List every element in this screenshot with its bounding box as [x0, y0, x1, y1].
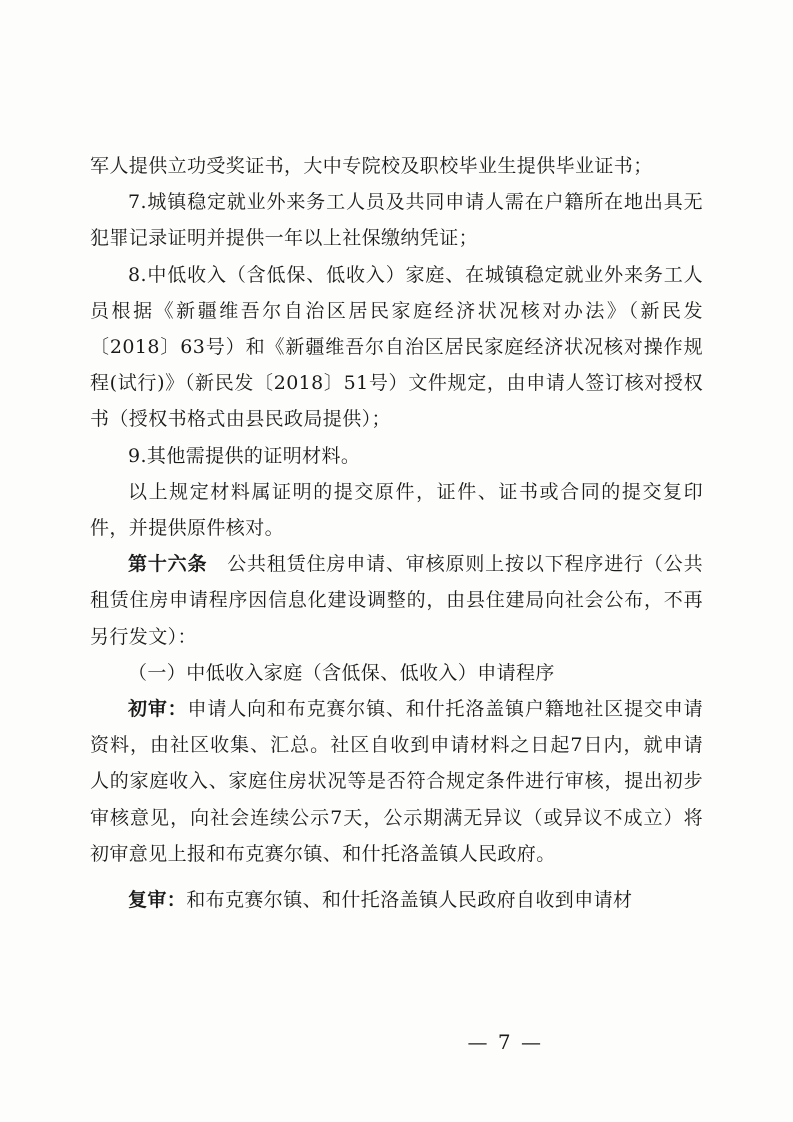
page-number: — 7 —	[467, 1030, 543, 1054]
section-heading-low-income: （一）中低收入家庭（含低保、低收入）申请程序	[128, 661, 555, 684]
paragraph-continuation: 军人提供立功受奖证书，大中专院校及职校毕业生提供毕业证书；	[90, 155, 653, 177]
article-16	[90, 546, 703, 655]
paragraph-initial-review	[90, 691, 703, 872]
paragraph-second-review	[90, 882, 703, 918]
article-16-text: 公共租赁住房申请、审核原则上按以下程序进行（公共租赁住房申请程序因信息化建设调整的，由县住建局向社会公布，不再另行发文）：	[90, 553, 703, 648]
paragraph-item-9: 9.其他需提供的证明材料。	[128, 444, 361, 467]
document-body	[90, 148, 703, 918]
initial-review-text: 申请人向和布克赛尔镇、和什托洛盖镇户籍地社区提交申请资料，由社区收集、汇总。社区自收到申请材料之日起7日内，就申请人的家庭收入、家庭住房状况等是否符合规定条件进行审核，提出初步审核意见，向社会连续公示7天，公示期满无异议（或异议不成立）将初审意见上报和布克赛尔镇、和什托洛盖镇人民政府。	[90, 698, 703, 865]
paragraph-item-8: 8.中低收入（含低保、低收入）家庭、在城镇稳定就业外来务工人员根据《新疆维吾尔自治区居民家庭经济状况核对办法》（新民发〔2018〕63号）和《新疆维吾尔自治区居民家庭经济状况核对操作规程(试行)》（新民发〔2018〕51号）文件规定，由申请人签订核对授权书（授权书格式由县民政局提供）；	[90, 263, 703, 431]
paragraph-originals-note: 以上规定材料属证明的提交原件，证件、证书或合同的提交复印件，并提供原件核对。	[90, 480, 703, 540]
article-16-label: 第十六条	[128, 553, 208, 576]
second-review-text: 和布克赛尔镇、和什托洛盖镇人民政府自收到申请材	[186, 889, 633, 912]
second-review-label: 复审：	[128, 889, 187, 912]
initial-review-label: 初审：	[128, 698, 188, 721]
paragraph-item-7: 7.城镇稳定就业外来务工人员及共同申请人需在户籍所在地出具无犯罪记录证明并提供一年以上社保缴纳凭证；	[90, 191, 703, 250]
